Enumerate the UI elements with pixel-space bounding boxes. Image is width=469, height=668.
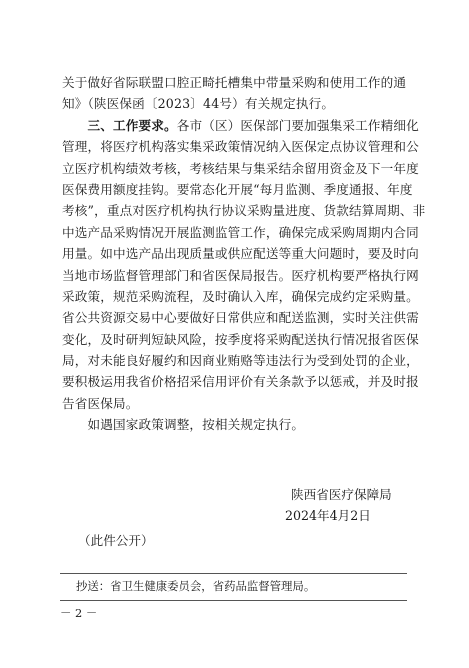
body-line: 采政策，规范采购流程，及时确认入库，确保完成约定采购量。 <box>62 288 419 304</box>
section-heading-line <box>62 115 419 136</box>
body-line: 管理，将医疗机构落实集采政策情况纳入医保定点协议管理和公 <box>62 139 419 155</box>
body-line: 当地市场监督管理部门和省医保局报告。医疗机构要严格执行网 <box>62 267 419 283</box>
body-line: 知》（陕医保函〔2023〕44号）有关规定执行。 <box>62 96 335 112</box>
signature-block <box>285 484 405 526</box>
body-line: 关于做好省际联盟口腔正畸托槽集中带量采购和使用工作的通 <box>62 75 407 90</box>
cc-bottom-rule <box>60 600 407 601</box>
body-line: 省公共资源交易中心要做好日常供应和配送监测，实时关注供需 <box>62 310 419 326</box>
cc-top-rule <box>60 573 407 574</box>
body-line: 考核”，重点对医疗机构执行协议采购量进度、货款结算周期、非 <box>62 203 426 219</box>
body-line: 立医疗机构绩效考核，考核结果与集采结余留用资金及下一年度 <box>62 160 419 176</box>
document-body <box>62 72 426 436</box>
signature-date: 2024年4月2日 <box>285 508 371 523</box>
section-heading-rest: 各市（区）医保部门要加强集采工作精细化 <box>176 117 419 133</box>
body-line: 局，对未能良好履约和因商业贿赂等违法行为受到处罚的企业， <box>62 353 419 369</box>
body-line: 如遇国家政策调整，按相关规定执行。 <box>62 417 305 433</box>
body-line: 中选产品采购情况开展监测监管工作，确保完成采购周期内合同 <box>62 224 419 240</box>
body-line: 医保费用额度挂钩。要常态化开展“每月监测、季度通报、年度 <box>62 181 413 197</box>
section-heading: 三、工作要求。 <box>87 117 177 133</box>
body-line: 用量。如中选产品出现质量或供应配送等重大问题时，要及时向 <box>62 246 419 262</box>
disclosure-note: （此件公开） <box>78 533 154 548</box>
cc-line: 抄送：省卫生健康委员会，省药品监督管理局。 <box>76 579 316 593</box>
page-number: － 2 － <box>60 606 98 620</box>
signature-organization: 陕西省医疗保障局 <box>291 487 392 502</box>
body-line: 要积极运用我省价格招采信用评价有关条款予以惩戒，并及时报 <box>62 374 419 390</box>
body-line: 变化，及时研判短缺风险，按季度将采购配送执行情况报省医保 <box>62 331 419 347</box>
body-line: 告省医保局。 <box>62 395 139 411</box>
